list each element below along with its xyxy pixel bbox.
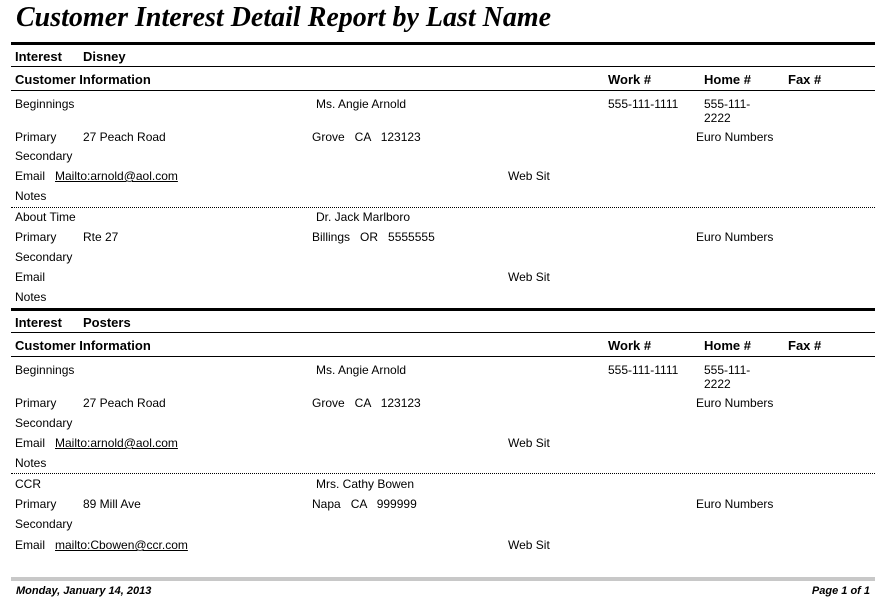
email-link[interactable]: Mailto:arnold@aol.com [55,436,178,450]
footer-rule [11,577,875,581]
home-header: Home # [704,338,751,353]
work-header: Work # [608,338,652,353]
web-site-label: Web Sit [508,270,550,284]
home-header: Home # [704,72,751,87]
primary-address: 89 Mill Ave [83,497,141,511]
customer-name: Mrs. Cathy Bowen [316,477,415,491]
email-link[interactable]: Mailto:arnold@aol.com [55,169,178,183]
secondary-label: Secondary [15,416,73,430]
notes-label: Notes [15,189,47,203]
group-top-rule [11,308,875,311]
interest-label: Interest [15,315,62,330]
customer-work-phone: 555-111-1111 [608,97,679,111]
primary-address: 27 Peach Road [83,396,166,410]
primary-label: Primary [15,130,57,144]
customer-company: About Time [15,210,76,224]
secondary-label: Secondary [15,517,73,531]
primary-address: 27 Peach Road [83,130,166,144]
email-link[interactable]: mailto:Cbowen@ccr.com [55,538,188,552]
customer-information-header: Customer Information [15,338,151,353]
footer-page-number: Page 1 of 1 [811,585,870,597]
interest-value: Disney [83,49,126,64]
column-header-rule [11,356,875,357]
city-state-zip: Billings OR 5555555 [312,230,435,244]
customer-company: Beginnings [15,97,75,111]
customer-country: Euro Numbers [696,497,774,511]
web-site-label: Web Sit [508,169,550,183]
primary-label: Primary [15,497,57,511]
interest-value: Posters [83,315,131,330]
group-header-rule [11,332,875,333]
customer-separator [11,207,875,208]
customer-name: Dr. Jack Marlboro [316,210,411,224]
primary-address: Rte 27 [83,230,119,244]
work-header: Work # [608,72,652,87]
customer-name: Ms. Angie Arnold [316,97,407,111]
primary-label: Primary [15,230,57,244]
primary-label: Primary [15,396,57,410]
email-label: Email [15,436,46,450]
email-label: Email [15,169,46,183]
customer-work-phone: 555-111-1111 [608,363,679,377]
customer-company: Beginnings [15,363,75,377]
secondary-label: Secondary [15,250,73,264]
web-site-label: Web Sit [508,436,550,450]
customer-company: CCR [15,477,41,491]
customer-country: Euro Numbers [696,230,774,244]
customer-country: Euro Numbers [696,130,774,144]
customer-home-phone: 555-111-2222 [704,363,751,391]
fax-header: Fax # [788,338,822,353]
email-label: Email [15,270,46,284]
notes-label: Notes [15,290,47,304]
email-label: Email [15,538,46,552]
secondary-label: Secondary [15,149,73,163]
customer-home-phone: 555-111-2222 [704,97,751,125]
fax-header: Fax # [788,72,822,87]
column-header-rule [11,90,875,91]
footer-date: Monday, January 14, 2013 [16,585,152,597]
city-state-zip: Grove CA 123123 [312,396,421,410]
report-title: Customer Interest Detail Report by Last Name [16,2,552,33]
interest-label: Interest [15,49,62,64]
notes-label: Notes [15,456,47,470]
customer-separator [11,473,875,474]
web-site-label: Web Sit [508,538,550,552]
customer-information-header: Customer Information [15,72,151,87]
city-state-zip: Napa CA 999999 [312,497,417,511]
city-state-zip: Grove CA 123123 [312,130,421,144]
group-top-rule [11,42,875,45]
customer-country: Euro Numbers [696,396,774,410]
group-header-rule [11,66,875,67]
customer-name: Ms. Angie Arnold [316,363,407,377]
